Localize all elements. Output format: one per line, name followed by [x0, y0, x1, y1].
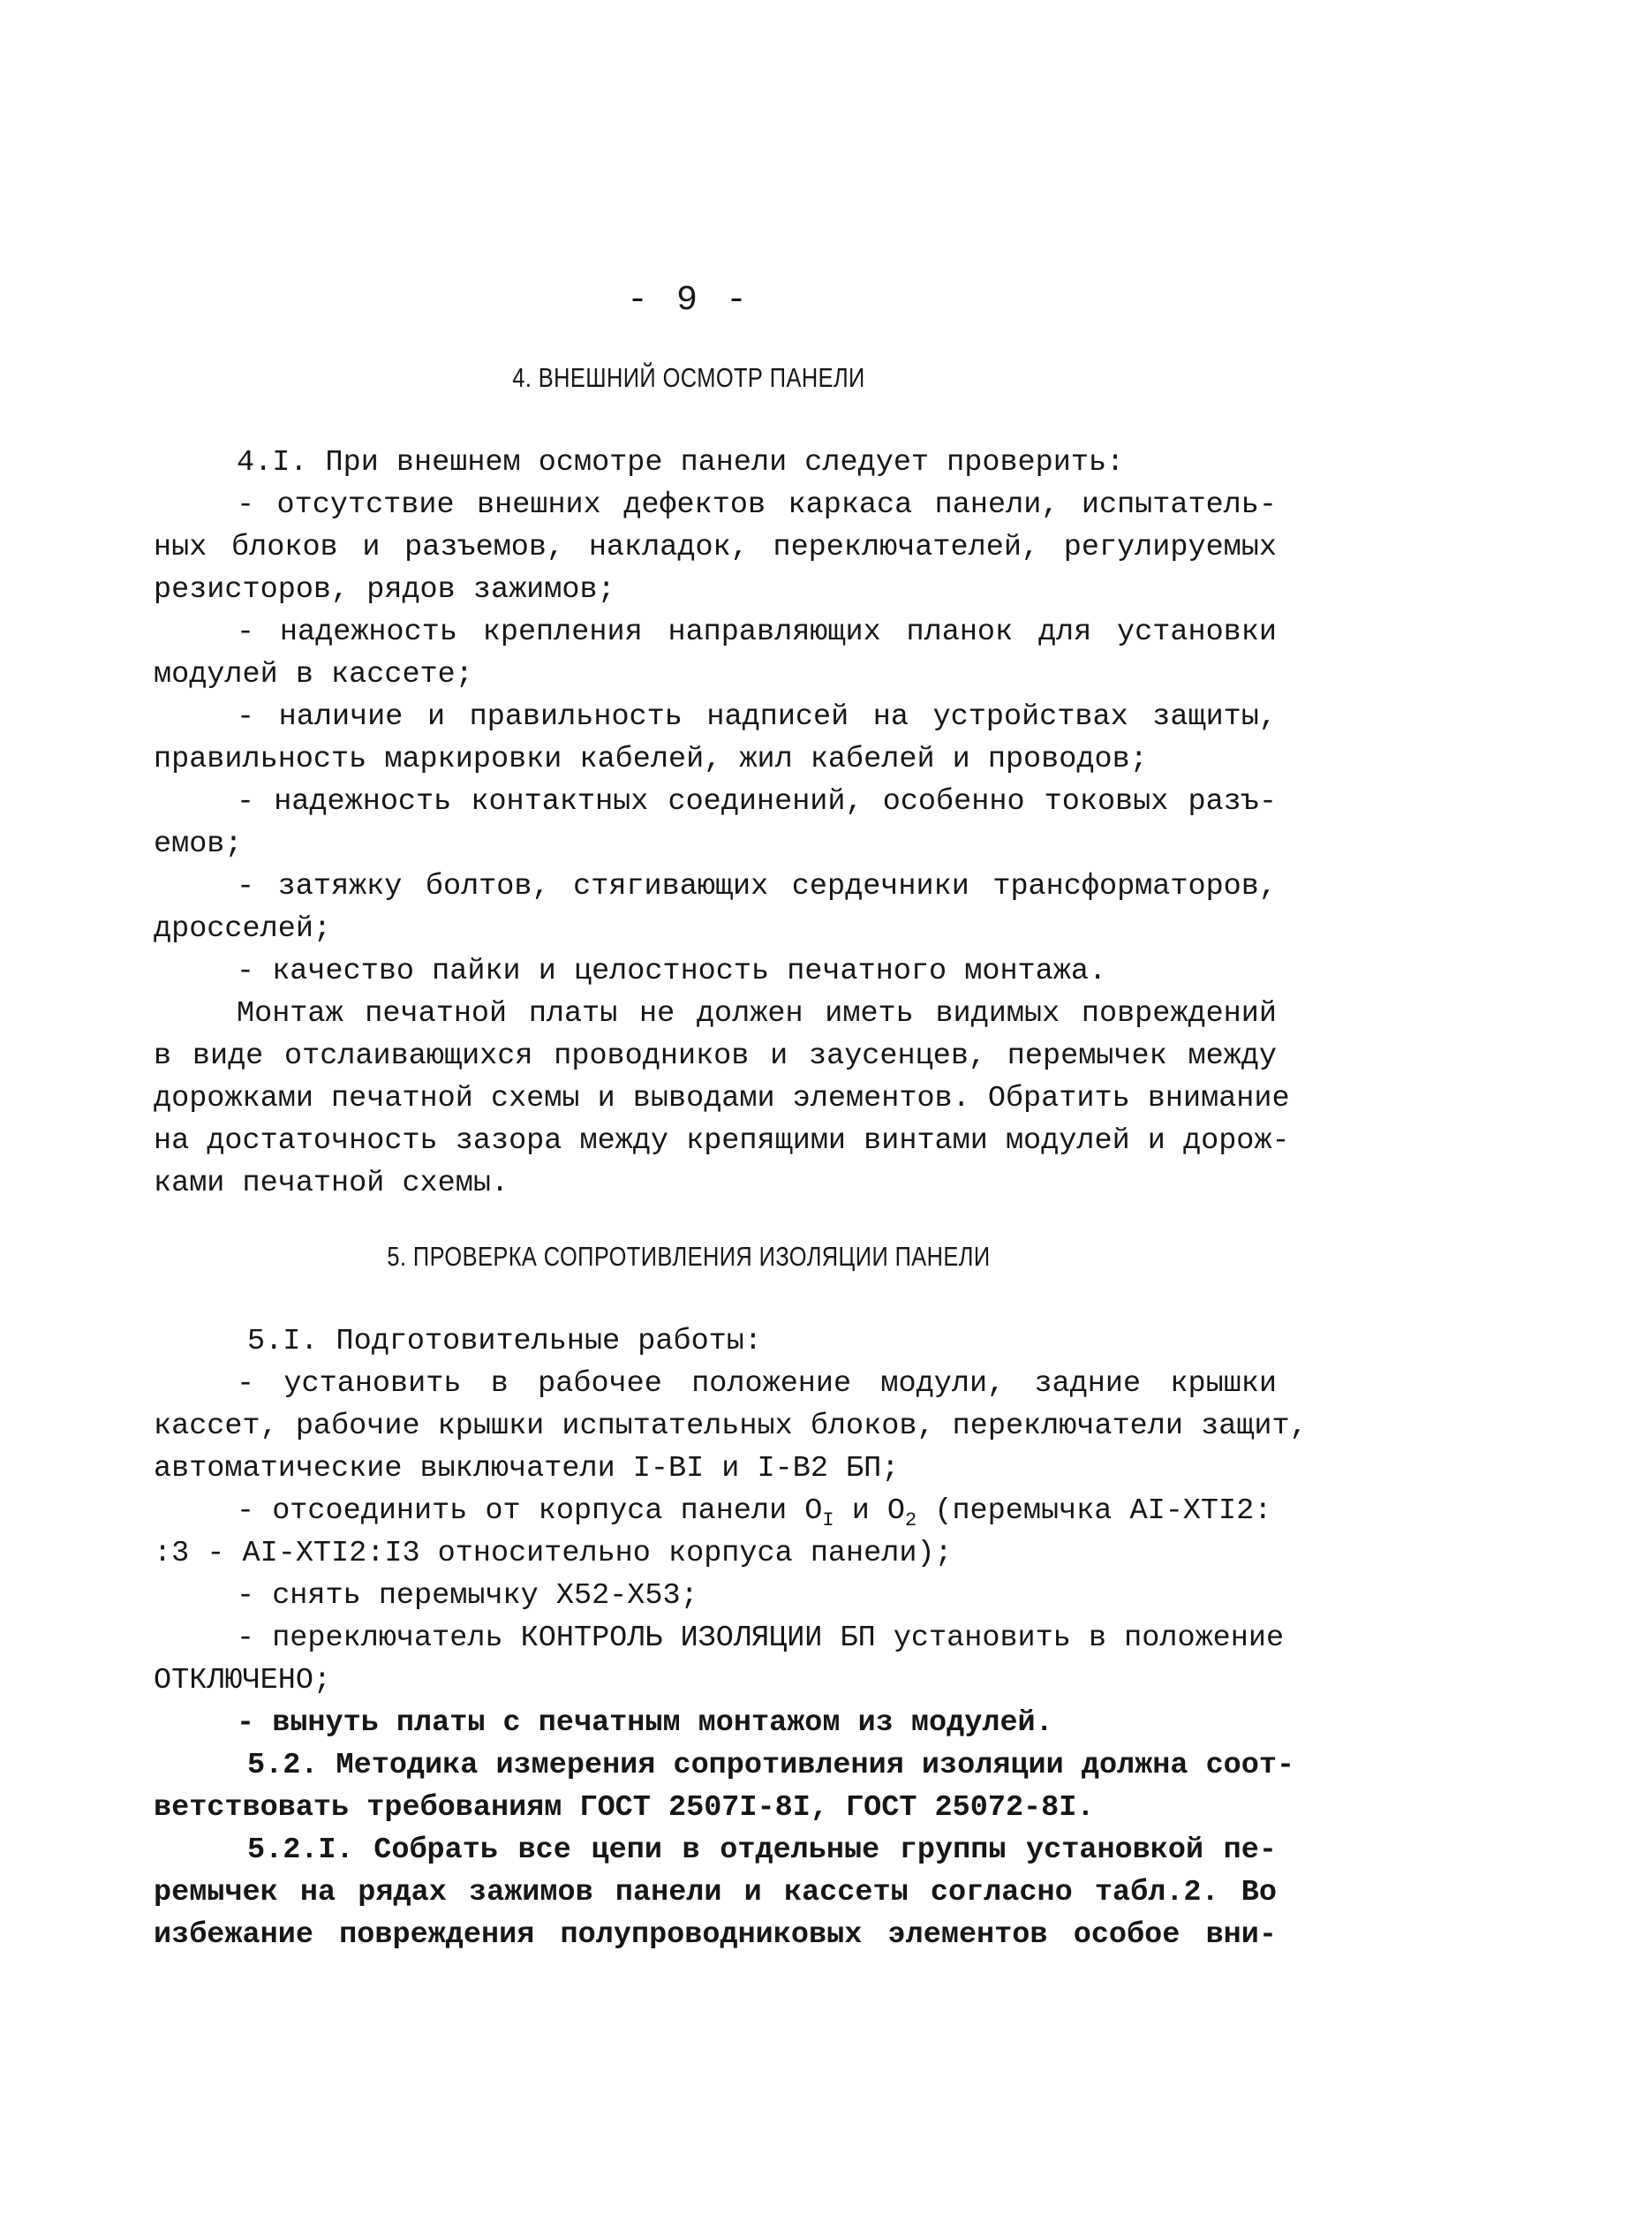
- paragraph-line: кассет, рабочие крышки испытательных блоков, переключатели защит,: [154, 1410, 1308, 1443]
- paragraph-line: - переключатель КОНТРОЛЬ ИЗОЛЯЦИИ БП установить в положение: [237, 1622, 1285, 1655]
- line-text-part: (перемычка AI-XTI2:: [917, 1494, 1272, 1528]
- paragraph-line: 5.2. Методика измерения сопротивления изоляции должна соот-: [247, 1749, 1295, 1782]
- paragraph-line: 4.I. При внешнем осмотре панели следует проверить:: [237, 446, 1125, 480]
- paragraph-line: ками печатной схемы.: [154, 1167, 509, 1200]
- paragraph-line: - отсутствие внешних дефектов каркаса панели, испытатель-: [237, 488, 1277, 522]
- subscript: I: [822, 1509, 834, 1531]
- subscript: 2: [905, 1509, 917, 1531]
- paragraph-line: правильность маркировки кабелей, жил кабелей и проводов;: [154, 743, 1148, 776]
- paragraph-line: ветствовать требованиям ГОСТ 2507I-8I, ГОСТ 25072-8I.: [154, 1791, 1095, 1825]
- paragraph-line: :3 - AI-XTI2:I3 относительно корпуса панели);: [154, 1537, 953, 1570]
- paragraph-line: резисторов, рядов зажимов;: [154, 573, 615, 607]
- paragraph-line: избежание повреждения полупроводниковых элементов особое вни-: [154, 1918, 1277, 1952]
- paragraph-line-with-subscripts: [237, 1492, 1271, 1531]
- section-5-heading: 5. ПРОВЕРКА СОПРОТИВЛЕНИЯ ИЗОЛЯЦИИ ПАНЕЛИ: [387, 1241, 991, 1272]
- line-text-part: и O: [834, 1494, 906, 1528]
- paragraph-line: Монтаж печатной платы не должен иметь видимых повреждений: [237, 997, 1277, 1031]
- paragraph-line: дросселей;: [154, 912, 332, 946]
- paragraph-line: дорожками печатной схемы и выводами элементов. Обратить внимание: [154, 1082, 1290, 1115]
- paragraph-line: 5.2.I. Собрать все цепи в отдельные группы установкой пе-: [247, 1833, 1277, 1867]
- paragraph-line: - установить в рабочее положение модули, задние крышки: [237, 1367, 1277, 1401]
- paragraph-line: - затяжку болтов, стягивающих сердечники трансформаторов,: [237, 870, 1277, 904]
- paragraph-line: ных блоков и разъемов, накладок, переключателей, регулируемых: [154, 531, 1277, 564]
- paragraph-line: ремычек на рядах зажимов панели и кассеты согласно табл.2. Во: [154, 1876, 1277, 1909]
- paragraph-line: - надежность контактных соединений, особенно токовых разъ-: [237, 785, 1277, 819]
- paragraph-line: - вынуть платы с печатным монтажом из модулей.: [237, 1706, 1053, 1740]
- section-4-heading: 4. ВНЕШНИЙ ОСМОТР ПАНЕЛИ: [512, 362, 865, 393]
- line-text-part: - отсоединить от корпуса панели O: [237, 1494, 823, 1528]
- paragraph-line: - качество пайки и целостность печатного монтажа.: [237, 955, 1107, 988]
- paragraph-line: автоматические выключатели I-BI и I-B2 БП;: [154, 1452, 900, 1486]
- paragraph-line: - надежность крепления направляющих планок для установки: [237, 616, 1277, 649]
- paragraph-line: модулей в кассете;: [154, 658, 473, 692]
- paragraph-line: ОТКЛЮЧЕНО;: [154, 1664, 332, 1697]
- paragraph-line: - наличие и правильность надписей на устройствах защиты,: [237, 700, 1277, 734]
- paragraph-line: в виде отслаивающихся проводников и заусенцев, перемычек между: [154, 1040, 1277, 1073]
- page-number: - 9 -: [626, 281, 751, 321]
- paragraph-line: емов;: [154, 828, 243, 861]
- paragraph-line: 5.I. Подготовительные работы:: [247, 1325, 762, 1358]
- paragraph-line: - снять перемычку X52-X53;: [237, 1579, 698, 1613]
- paragraph-line: на достаточность зазора между крепящими винтами модулей и дорож-: [154, 1124, 1290, 1158]
